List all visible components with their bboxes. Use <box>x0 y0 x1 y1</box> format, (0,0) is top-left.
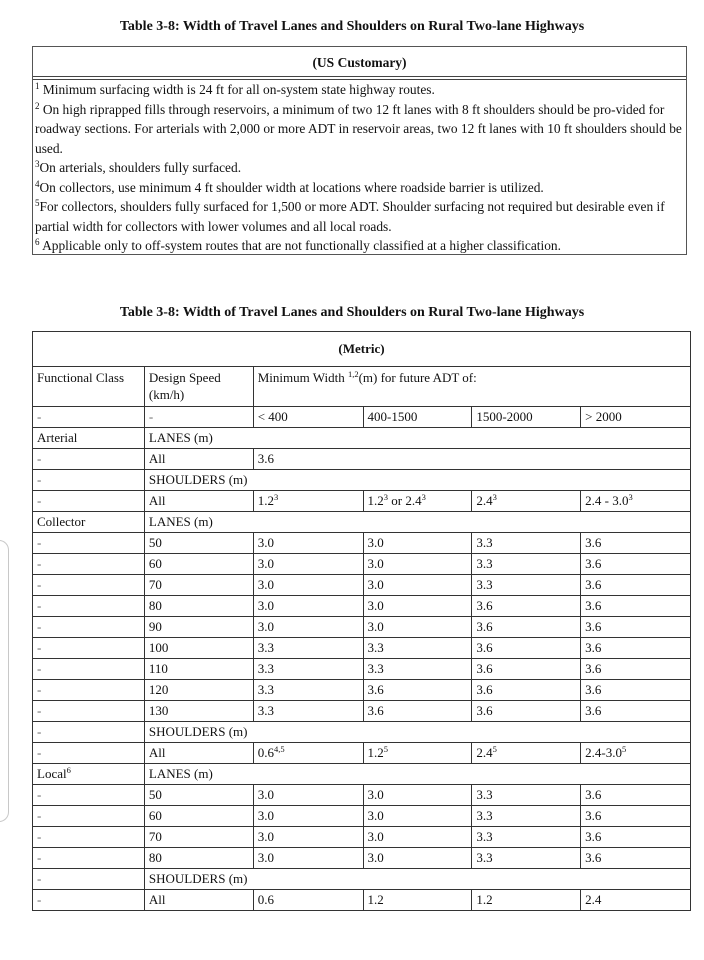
width-value-cell <box>581 827 691 848</box>
footnote-5 <box>35 197 686 236</box>
footnote-text: On arterials, shoulders fully surfaced. <box>39 160 242 175</box>
width-value: 3.0 <box>257 556 274 571</box>
width-value: 3.0 <box>367 619 384 634</box>
width-value-cell <box>581 575 691 596</box>
width-value: 3.0 <box>257 577 274 592</box>
width-value: 3.6 <box>476 640 493 655</box>
width-value: 3.3 <box>257 661 274 676</box>
functional-class-text: - <box>37 787 42 802</box>
width-value: 2.4-3.0 <box>585 745 622 760</box>
width-value: 1.2 <box>476 892 493 907</box>
section-row <box>33 869 691 890</box>
footnotes-list <box>33 80 686 256</box>
us-customary-header: (US Customary) <box>33 47 686 80</box>
metric-width-table <box>32 331 691 911</box>
minimum-width-label: Minimum Width <box>257 370 348 385</box>
footnote-text: Minimum surfacing width is 24 ft for all on-system state highway routes. <box>39 82 435 97</box>
width-value: 3.3 <box>257 703 274 718</box>
width-value-cell <box>581 596 691 617</box>
section-row <box>33 512 691 533</box>
width-value-cell <box>472 806 581 827</box>
width-value-cell <box>472 743 581 764</box>
width-value: 3.0 <box>257 535 274 550</box>
us-customary-notes-box <box>32 46 687 255</box>
width-value-cell <box>472 554 581 575</box>
width-value: 3.0 <box>367 808 384 823</box>
functional-class-cell <box>33 806 145 827</box>
footnote-2 <box>35 100 686 159</box>
width-value: 3.0 <box>367 556 384 571</box>
width-value: 3.6 <box>585 808 602 823</box>
footnote-text: On high riprapped fills through reservoirs, a minimum of two 12 ft lanes with 8 ft shoulders should be pro-vided for roadway sections. For arterials with 2,000 or more ADT in reservoir areas, two 12 ft lanes with 10 ft shoulders should be used. <box>35 101 682 156</box>
width-value-cell <box>363 848 472 869</box>
width-value: 3.6 <box>585 598 602 613</box>
functional-class-cell <box>33 638 145 659</box>
width-value: 3.6 <box>585 703 602 718</box>
width-value: 3.3 <box>476 787 493 802</box>
section-label: SHOULDERS (m) <box>144 722 690 743</box>
width-value: 3.3 <box>257 682 274 697</box>
width-value-cell <box>472 533 581 554</box>
width-value-cell <box>581 680 691 701</box>
width-value-cell <box>253 701 363 722</box>
table-row <box>33 659 691 680</box>
width-value-cell <box>363 596 472 617</box>
us-table-title: Table 3-8: Width of Travel Lanes and Shoulders on Rural Two-lane Highways <box>119 19 585 34</box>
table-row <box>33 743 691 764</box>
functional-class-text: - <box>37 892 42 907</box>
width-value-cell <box>253 680 363 701</box>
functional-class-cell <box>33 680 145 701</box>
functional-class-cell <box>33 785 145 806</box>
width-value-cell <box>472 659 581 680</box>
functional-class-text: - <box>37 850 42 865</box>
footnote-marker: 3 <box>35 159 40 169</box>
width-value-cell <box>253 890 363 911</box>
width-value-cell <box>581 617 691 638</box>
width-value-cell <box>472 596 581 617</box>
width-value-cell <box>581 890 691 911</box>
functional-class-text: - <box>37 577 42 592</box>
design-speed-cell: 50 <box>144 785 253 806</box>
table-row <box>33 806 691 827</box>
functional-class-cell <box>33 575 145 596</box>
width-value-cell <box>363 806 472 827</box>
width-value-cell <box>363 533 472 554</box>
width-value-cell <box>472 638 581 659</box>
table-row <box>33 575 691 596</box>
functional-class-text: Collector <box>37 514 86 529</box>
functional-class-cell <box>33 722 145 743</box>
section-label: LANES (m) <box>144 512 690 533</box>
section-row <box>33 764 691 785</box>
footnote-marker: 2 <box>35 100 40 111</box>
width-value-cell <box>581 806 691 827</box>
functional-class-header: Functional Class <box>33 367 145 407</box>
width-value: 3.0 <box>257 829 274 844</box>
design-speed-cell: 60 <box>144 806 253 827</box>
functional-class-text: - <box>37 703 42 718</box>
width-value-cell <box>472 617 581 638</box>
width-value: 1.2 <box>367 892 384 907</box>
width-value-cell <box>472 890 581 911</box>
width-value: 3.6 <box>585 661 602 676</box>
width-value-cell <box>253 554 363 575</box>
footnote-ref: 6 <box>66 765 71 775</box>
functional-class-cell <box>33 827 145 848</box>
section-row <box>33 722 691 743</box>
footnote-ref: 5 <box>492 744 497 754</box>
width-value-cell <box>253 638 363 659</box>
design-speed-cell: 100 <box>144 638 253 659</box>
functional-class-cell <box>33 596 145 617</box>
section-row <box>33 470 691 491</box>
functional-class-text: - <box>37 598 42 613</box>
width-value: 1.2 <box>257 493 274 508</box>
footnote-ref: 4,5 <box>273 744 285 754</box>
footnote-ref: 3 <box>421 492 426 502</box>
width-value-cell <box>472 575 581 596</box>
table-row <box>33 617 691 638</box>
width-value-cell <box>472 848 581 869</box>
width-value-cell <box>253 617 363 638</box>
functional-class-text: - <box>37 619 42 634</box>
table-row <box>33 680 691 701</box>
design-speed-cell: 70 <box>144 575 253 596</box>
footnote-marker: 6 <box>35 237 40 247</box>
table-row <box>33 701 691 722</box>
functional-class-cell <box>33 848 145 869</box>
footnote-ref: 3 <box>383 492 389 502</box>
width-value: 3.6 <box>585 619 602 634</box>
footnote-ref: 5 <box>621 744 627 754</box>
width-value: 3.6 <box>585 556 602 571</box>
design-speed-cell: 90 <box>144 617 253 638</box>
width-value: 3.3 <box>476 556 493 571</box>
functional-class-cell <box>33 470 145 491</box>
width-value: 3.0 <box>257 808 274 823</box>
adt-range-row <box>33 407 691 428</box>
table-row <box>33 638 691 659</box>
width-value-cell <box>363 890 472 911</box>
width-value: 0.6 <box>257 745 274 760</box>
design-speed-cell: All <box>144 449 253 470</box>
width-value: 2.4 <box>476 745 493 760</box>
table-row <box>33 596 691 617</box>
adt-cell: - <box>33 407 145 428</box>
functional-class-cell <box>33 743 145 764</box>
minimum-width-suffix: (m) for future ADT of: <box>358 370 477 385</box>
footnote-marker: 4 <box>35 178 40 189</box>
width-value: 3.0 <box>367 598 384 613</box>
footnote-ref: 3 <box>273 492 279 502</box>
footnote-marker: 5 <box>35 198 40 208</box>
width-value-cell <box>363 659 472 680</box>
width-value: 3.6 <box>585 577 602 592</box>
width-value: 3.6 <box>476 703 493 718</box>
width-value-cell <box>581 491 691 512</box>
design-speed-cell: 130 <box>144 701 253 722</box>
table-row <box>33 491 691 512</box>
width-value: 3.3 <box>476 577 493 592</box>
width-value-cell <box>253 596 363 617</box>
adt-cell: - <box>144 407 253 428</box>
width-value: 3.6 <box>585 829 602 844</box>
functional-class-cell <box>33 554 145 575</box>
table-row <box>33 554 691 575</box>
width-value: 3.6 <box>585 787 602 802</box>
functional-class-text: - <box>37 745 42 760</box>
width-value: 3.6 <box>585 850 602 865</box>
width-value: 3.3 <box>476 808 493 823</box>
width-value: 3.6 <box>476 619 493 634</box>
width-value-cell <box>581 701 691 722</box>
metric-table-title: Table 3-8: Width of Travel Lanes and Shoulders on Rural Two-lane Highways <box>119 305 585 320</box>
functional-class-cell <box>33 764 145 785</box>
section-label: SHOULDERS (m) <box>144 869 690 890</box>
functional-class-cell <box>33 869 145 890</box>
width-value-cell <box>472 827 581 848</box>
side-bracket-decoration <box>0 540 9 822</box>
width-value: 3.0 <box>257 619 274 634</box>
functional-class-text: - <box>37 472 42 487</box>
width-value-cell <box>253 575 363 596</box>
width-value-cell <box>581 638 691 659</box>
functional-class-cell <box>33 659 145 680</box>
width-value-cell <box>253 827 363 848</box>
design-speed-header: Design Speed (km/h) <box>144 367 253 407</box>
functional-class-cell <box>33 533 145 554</box>
footnote-ref: 3 <box>492 492 497 502</box>
adt-cell: > 2000 <box>581 407 691 428</box>
width-value-cell <box>581 554 691 575</box>
width-value-cell <box>363 827 472 848</box>
width-value: 3.3 <box>476 829 493 844</box>
functional-class-cell <box>33 890 145 911</box>
design-speed-cell: 50 <box>144 533 253 554</box>
width-value: 2.4 <box>476 493 493 508</box>
footnote-ref: 1,2 <box>347 369 359 379</box>
table-row <box>33 533 691 554</box>
width-value-cell <box>581 848 691 869</box>
design-speed-cell: 60 <box>144 554 253 575</box>
functional-class-text: - <box>37 640 42 655</box>
width-value-cell <box>363 743 472 764</box>
design-speed-cell: 70 <box>144 827 253 848</box>
width-value: 3.0 <box>367 829 384 844</box>
width-value: 3.6 <box>476 682 493 697</box>
functional-class-cell <box>33 512 145 533</box>
width-value-cell <box>363 491 472 512</box>
width-value: 1.2 <box>367 493 384 508</box>
table-row <box>33 785 691 806</box>
adt-cell: < 400 <box>253 407 363 428</box>
metric-header-row <box>33 332 691 367</box>
section-row <box>33 428 691 449</box>
design-speed-cell: All <box>144 890 253 911</box>
adt-cell: 400-1500 <box>363 407 472 428</box>
design-speed-cell: 120 <box>144 680 253 701</box>
table-row <box>33 827 691 848</box>
functional-class-cell <box>33 449 145 470</box>
section-label: SHOULDERS (m) <box>144 470 690 491</box>
functional-class-text: - <box>37 661 42 676</box>
functional-class-cell <box>33 491 145 512</box>
design-speed-cell: 110 <box>144 659 253 680</box>
footnote-1 <box>35 80 686 100</box>
width-value-cell <box>363 701 472 722</box>
width-value-cell <box>363 554 472 575</box>
width-value: 0.6 <box>257 892 274 907</box>
width-value: 3.6 <box>367 703 384 718</box>
width-value-cell <box>253 533 363 554</box>
width-value-cell <box>472 701 581 722</box>
width-value-cell <box>253 491 363 512</box>
width-value: 3.6 <box>585 640 602 655</box>
width-value-cell <box>253 785 363 806</box>
width-value-alt: or 2.4 <box>388 493 422 508</box>
width-value: 3.3 <box>367 640 384 655</box>
width-value: 3.0 <box>367 850 384 865</box>
width-value-cell <box>363 680 472 701</box>
width-value: 3.3 <box>476 850 493 865</box>
width-value-cell <box>253 848 363 869</box>
width-value: 2.4 - 3.0 <box>585 493 629 508</box>
width-value: 3.6 <box>367 682 384 697</box>
functional-class-text: Arterial <box>37 430 78 445</box>
table-row <box>33 449 691 470</box>
width-value: 2.4 <box>585 892 602 907</box>
design-speed-cell: 80 <box>144 848 253 869</box>
width-value: 3.6 <box>585 682 602 697</box>
width-value: 3.3 <box>367 661 384 676</box>
table-row <box>33 848 691 869</box>
width-value: 3.0 <box>367 535 384 550</box>
width-value-cell <box>363 638 472 659</box>
width-value-cell <box>472 785 581 806</box>
functional-class-text: - <box>37 829 42 844</box>
adt-cell: 1500-2000 <box>472 407 581 428</box>
functional-class-text: Local <box>37 766 67 781</box>
width-value: 3.0 <box>257 598 274 613</box>
footnote-text: Applicable only to off-system routes that are not functionally classified at a higher classification. <box>39 238 561 253</box>
width-value-cell <box>253 743 363 764</box>
width-value-cell <box>253 806 363 827</box>
functional-class-text: - <box>37 871 42 886</box>
width-value-cell <box>363 785 472 806</box>
functional-class-cell <box>33 701 145 722</box>
footnote-ref: 5 <box>383 744 389 754</box>
section-label: LANES (m) <box>144 764 690 785</box>
footnote-text: On collectors, use minimum 4 ft shoulder width at locations where roadside barrier is utilized. <box>39 179 544 195</box>
footnote-4 <box>35 178 686 198</box>
metric-header: (Metric) <box>33 332 691 367</box>
footnote-6 <box>35 236 686 256</box>
width-value: 3.0 <box>257 850 274 865</box>
design-speed-cell: All <box>144 743 253 764</box>
width-value-cell <box>581 785 691 806</box>
width-value-cell <box>581 533 691 554</box>
design-speed-cell: All <box>144 491 253 512</box>
functional-class-text: - <box>37 808 42 823</box>
width-value: 3.0 <box>367 577 384 592</box>
functional-class-text: - <box>37 535 42 550</box>
footnote-marker: 1 <box>35 81 40 91</box>
width-value-cell <box>363 617 472 638</box>
footnote-3 <box>35 158 686 178</box>
width-value-cell: 3.6 <box>253 449 690 470</box>
functional-class-text: - <box>37 493 42 508</box>
width-value: 3.3 <box>476 535 493 550</box>
width-value-cell <box>472 491 581 512</box>
section-label: LANES (m) <box>144 428 690 449</box>
width-value-cell <box>472 680 581 701</box>
functional-class-text: - <box>37 682 42 697</box>
footnote-ref: 3 <box>628 492 633 502</box>
width-value-cell <box>581 743 691 764</box>
functional-class-text: - <box>37 724 42 739</box>
width-value-cell <box>363 575 472 596</box>
width-value: 3.6 <box>476 661 493 676</box>
column-header-row <box>33 367 691 407</box>
width-value: 3.0 <box>367 787 384 802</box>
width-value-cell <box>253 659 363 680</box>
footnote-text: For collectors, shoulders fully surfaced for 1,500 or more ADT. Shoulder surfacing not required but desirable even if partial width for collectors with lower volumes and all local roads. <box>35 199 665 234</box>
functional-class-cell <box>33 428 145 449</box>
table-row <box>33 890 691 911</box>
width-value: 3.0 <box>257 787 274 802</box>
width-value: 3.6 <box>585 535 602 550</box>
width-value: 3.6 <box>476 598 493 613</box>
functional-class-text: - <box>37 451 42 466</box>
width-value: 1.2 <box>367 745 384 760</box>
minimum-width-header <box>253 367 690 407</box>
width-value-cell <box>581 659 691 680</box>
design-speed-cell: 80 <box>144 596 253 617</box>
functional-class-cell <box>33 617 145 638</box>
functional-class-text: - <box>37 556 42 571</box>
width-value: 3.3 <box>257 640 274 655</box>
